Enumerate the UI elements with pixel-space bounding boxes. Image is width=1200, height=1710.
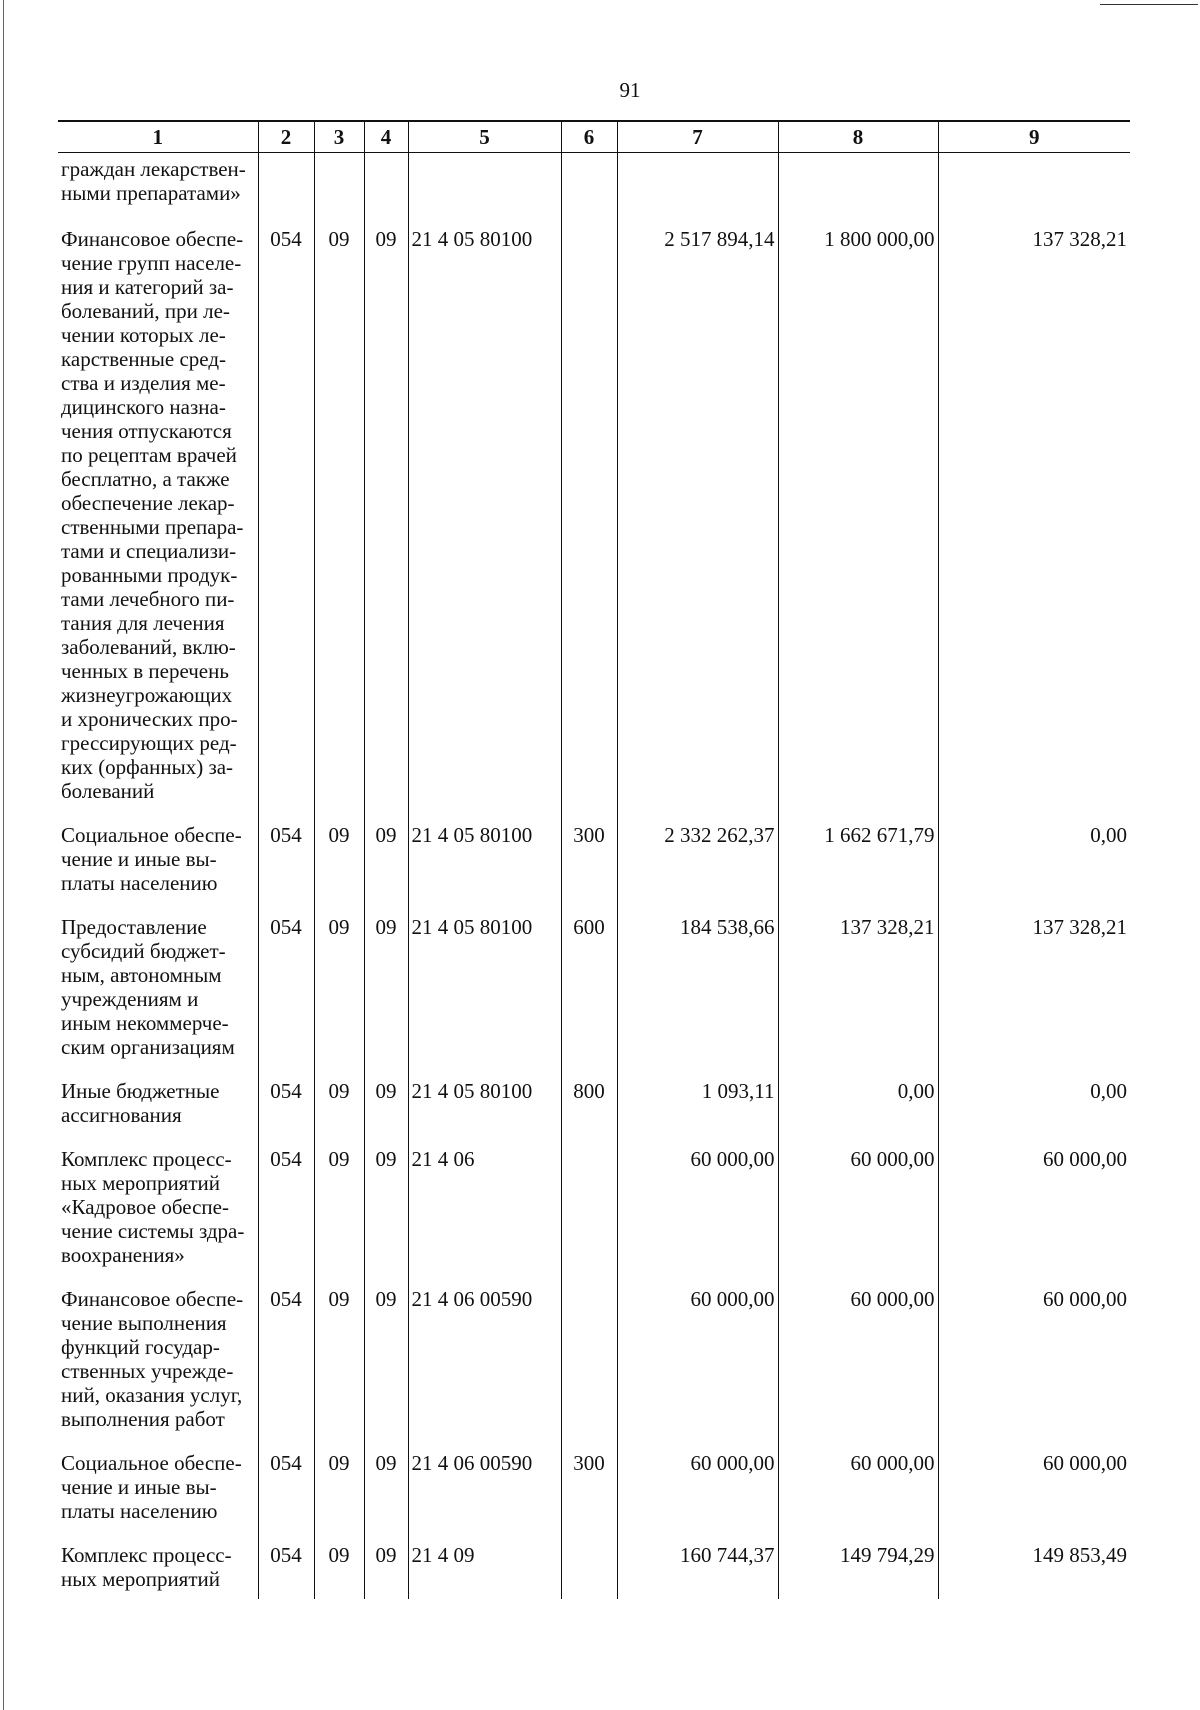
cell-amount-7: 60 000,00 bbox=[617, 1147, 778, 1287]
cell-expense-type: 800 bbox=[561, 1079, 617, 1147]
cell-target-article: 21 4 09 bbox=[408, 1543, 561, 1599]
cell-ministry: 054 bbox=[258, 1287, 314, 1451]
column-header: 6 bbox=[561, 121, 617, 153]
cell-expense-type: 300 bbox=[561, 1451, 617, 1543]
column-header: 7 bbox=[617, 121, 778, 153]
cell-target-article: 21 4 05 80100 bbox=[408, 823, 561, 915]
cell-section: 09 bbox=[314, 1287, 364, 1451]
cell-target-article: 21 4 06 00590 bbox=[408, 1287, 561, 1451]
cell-amount-9: 137 328,21 bbox=[938, 915, 1130, 1079]
cell-expense-type: 300 bbox=[561, 823, 617, 915]
scan-left-edge bbox=[3, 0, 4, 1710]
cell-expense-type bbox=[561, 1543, 617, 1599]
cell-amount-8: 1 800 000,00 bbox=[778, 227, 938, 823]
cell-amount-8: 60 000,00 bbox=[778, 1451, 938, 1543]
cell-section: 09 bbox=[314, 1451, 364, 1543]
cell-ministry: 054 bbox=[258, 915, 314, 1079]
row-name: Комплекс процесс- ных мероприятий bbox=[58, 1543, 258, 1599]
cell-section bbox=[314, 153, 364, 228]
cell-target-article: 21 4 06 00590 bbox=[408, 1451, 561, 1543]
row-name: Финансовое обеспе- чение групп населе- ния и категорий за- болеваний, при ле- чении которых ле- карственные сред- ства и изделия ме- дицинского назна- чения отпускаются по рецептам врачей бесплатно, а также обеспечение лекар- ственными препара- тами и специализи- рованными продук- тами лечебного пи- тания для лечения заболеваний, вклю- ченных в перечень жизнеугрожающих и хронических про- грессирующих ред- ких (орфанных) за- болеваний bbox=[58, 227, 258, 823]
cell-expense-type bbox=[561, 1287, 617, 1451]
cell-amount-7: 60 000,00 bbox=[617, 1287, 778, 1451]
cell-amount-9: 60 000,00 bbox=[938, 1147, 1130, 1287]
cell-target-article: 21 4 06 bbox=[408, 1147, 561, 1287]
cell-expense-type: 600 bbox=[561, 915, 617, 1079]
cell-ministry: 054 bbox=[258, 1543, 314, 1599]
scan-edge-line bbox=[1100, 4, 1198, 5]
row-name: Предоставление субсидий бюджет- ным, автономным учреждениям и иным некоммерче- ским организациям bbox=[58, 915, 258, 1079]
cell-amount-8: 149 794,29 bbox=[778, 1543, 938, 1599]
budget-table bbox=[58, 120, 1130, 1599]
cell-ministry: 054 bbox=[258, 1079, 314, 1147]
table-row bbox=[58, 227, 1130, 823]
table-row bbox=[58, 1147, 1130, 1287]
cell-amount-8: 60 000,00 bbox=[778, 1147, 938, 1287]
cell-subsection bbox=[364, 153, 408, 228]
cell-target-article: 21 4 05 80100 bbox=[408, 915, 561, 1079]
table-row bbox=[58, 1543, 1130, 1599]
cell-section: 09 bbox=[314, 823, 364, 915]
cell-expense-type bbox=[561, 153, 617, 228]
cell-subsection: 09 bbox=[364, 915, 408, 1079]
cell-ministry: 054 bbox=[258, 1451, 314, 1543]
cell-target-article: 21 4 05 80100 bbox=[408, 227, 561, 823]
cell-amount-9: 0,00 bbox=[938, 823, 1130, 915]
table-row bbox=[58, 1451, 1130, 1543]
cell-amount-9: 60 000,00 bbox=[938, 1451, 1130, 1543]
column-header: 8 bbox=[778, 121, 938, 153]
cell-subsection: 09 bbox=[364, 1543, 408, 1599]
row-name: Социальное обеспе- чение и иные вы- платы населению bbox=[58, 823, 258, 915]
cell-subsection: 09 bbox=[364, 1451, 408, 1543]
table-row bbox=[58, 1287, 1130, 1451]
cell-expense-type bbox=[561, 227, 617, 823]
cell-amount-7: 2 517 894,14 bbox=[617, 227, 778, 823]
cell-amount-7: 2 332 262,37 bbox=[617, 823, 778, 915]
cell-amount-7: 184 538,66 bbox=[617, 915, 778, 1079]
cell-section: 09 bbox=[314, 227, 364, 823]
cell-amount-7: 60 000,00 bbox=[617, 1451, 778, 1543]
cell-amount-7 bbox=[617, 153, 778, 228]
column-header: 5 bbox=[408, 121, 561, 153]
cell-ministry: 054 bbox=[258, 1147, 314, 1287]
cell-section: 09 bbox=[314, 1543, 364, 1599]
cell-amount-8: 0,00 bbox=[778, 1079, 938, 1147]
row-name: Социальное обеспе- чение и иные вы- платы населению bbox=[58, 1451, 258, 1543]
row-name: Иные бюджетные ассигнования bbox=[58, 1079, 258, 1147]
cell-amount-9 bbox=[938, 153, 1130, 228]
cell-amount-9: 149 853,49 bbox=[938, 1543, 1130, 1599]
row-name: граждан лекарствен- ными препаратами» bbox=[58, 153, 258, 228]
cell-amount-8: 60 000,00 bbox=[778, 1287, 938, 1451]
table-header-row bbox=[58, 121, 1130, 153]
cell-section: 09 bbox=[314, 1079, 364, 1147]
cell-amount-8: 137 328,21 bbox=[778, 915, 938, 1079]
cell-expense-type bbox=[561, 1147, 617, 1287]
table-row bbox=[58, 915, 1130, 1079]
column-header: 4 bbox=[364, 121, 408, 153]
cell-section: 09 bbox=[314, 915, 364, 1079]
column-header: 1 bbox=[58, 121, 258, 153]
cell-subsection: 09 bbox=[364, 823, 408, 915]
cell-ministry: 054 bbox=[258, 227, 314, 823]
cell-target-article: 21 4 05 80100 bbox=[408, 1079, 561, 1147]
column-header: 3 bbox=[314, 121, 364, 153]
page-number: 91 bbox=[619, 78, 641, 102]
table-row bbox=[58, 1079, 1130, 1147]
cell-amount-9: 137 328,21 bbox=[938, 227, 1130, 823]
cell-amount-9: 0,00 bbox=[938, 1079, 1130, 1147]
cell-amount-8: 1 662 671,79 bbox=[778, 823, 938, 915]
cell-amount-7: 1 093,11 bbox=[617, 1079, 778, 1147]
cell-amount-7: 160 744,37 bbox=[617, 1543, 778, 1599]
table-row bbox=[58, 823, 1130, 915]
cell-ministry bbox=[258, 153, 314, 228]
cell-subsection: 09 bbox=[364, 1147, 408, 1287]
row-name: Финансовое обеспе- чение выполнения функций государ- ственных учрежде- ний, оказания услуг, выполнения работ bbox=[58, 1287, 258, 1451]
column-header: 2 bbox=[258, 121, 314, 153]
cell-target-article bbox=[408, 153, 561, 228]
cell-subsection: 09 bbox=[364, 227, 408, 823]
cell-ministry: 054 bbox=[258, 823, 314, 915]
cell-amount-9: 60 000,00 bbox=[938, 1287, 1130, 1451]
row-name: Комплекс процесс- ных мероприятий «Кадровое обеспе- чение системы здра- воохранения» bbox=[58, 1147, 258, 1287]
cell-section: 09 bbox=[314, 1147, 364, 1287]
cell-subsection: 09 bbox=[364, 1079, 408, 1147]
column-header: 9 bbox=[938, 121, 1130, 153]
cell-subsection: 09 bbox=[364, 1287, 408, 1451]
cell-amount-8 bbox=[778, 153, 938, 228]
table-row bbox=[58, 153, 1130, 228]
